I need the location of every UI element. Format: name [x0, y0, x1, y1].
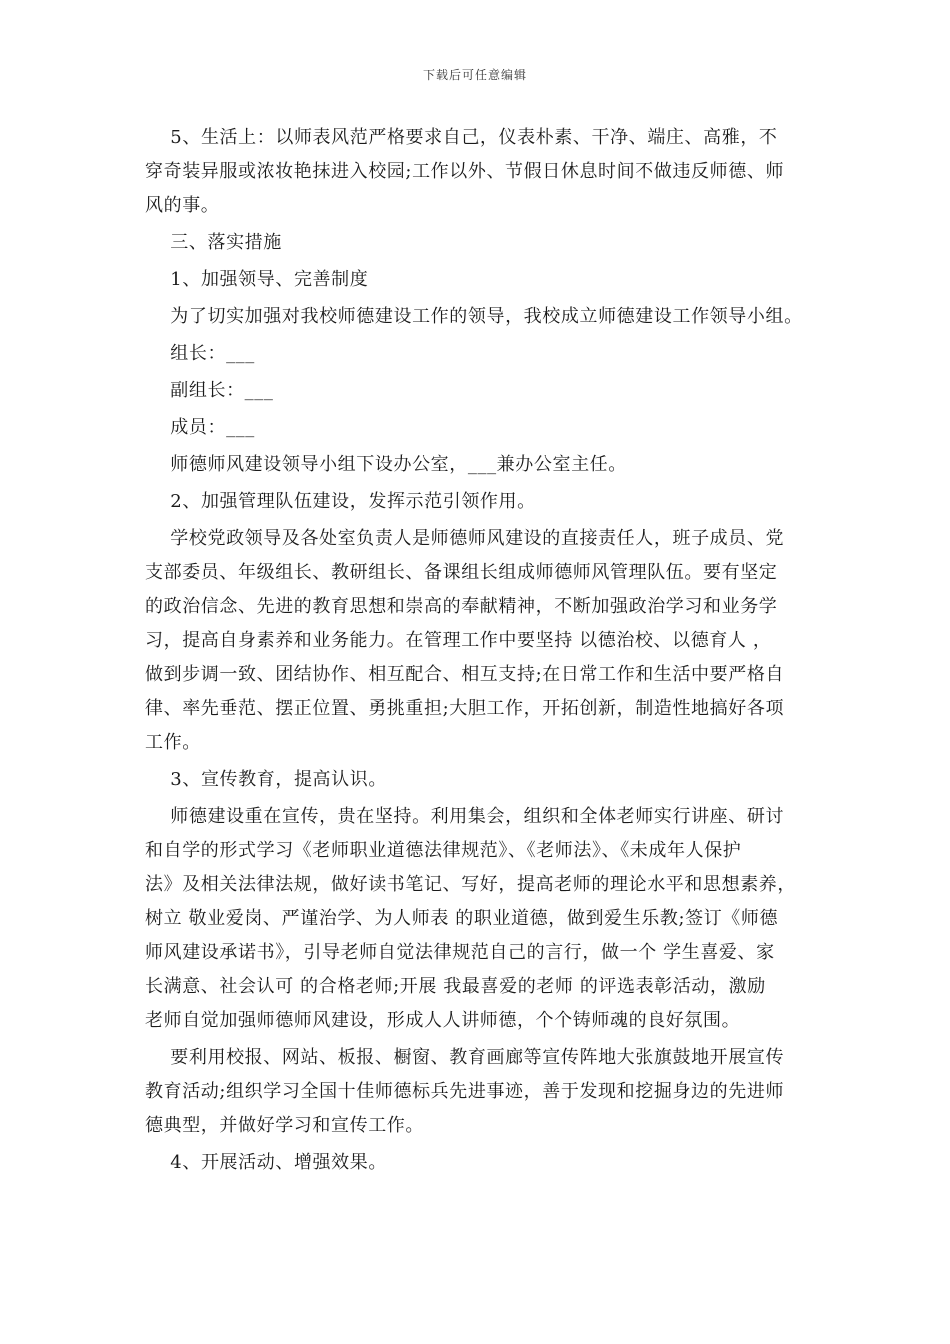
text-line: 学校党政领导及各处室负责人是师德师风建设的直接责任人，班子成员、党	[145, 528, 785, 549]
paragraph	[145, 411, 825, 445]
paragraph	[145, 226, 825, 260]
text-line: 教育活动;组织学习全国十佳师德标兵先进事迹，善于发现和挖掘身边的先进师	[145, 1081, 785, 1102]
page-header: 下载后可任意编辑	[422, 68, 527, 82]
paragraph	[145, 374, 825, 408]
text-line: 1、加强领导、完善制度	[145, 269, 369, 290]
text-line: 组长：___	[145, 343, 255, 364]
text-line: 德典型，并做好学习和宣传工作。	[145, 1115, 424, 1136]
text-line: 老师自觉加强师德师风建设，形成人人讲师德，个个铸师魂的良好氛围。	[145, 1010, 741, 1031]
text-line: 要利用校报、网站、板报、橱窗、教育画廊等宣传阵地大张旗鼓地开展宣传	[145, 1047, 785, 1068]
paragraph	[145, 337, 825, 371]
text-line: 5、生活上：以师表风范严格要求自己，仪表朴素、干净、端庄、高雅，不	[145, 127, 778, 148]
paragraph	[145, 1146, 825, 1180]
paragraph	[145, 121, 825, 223]
text-line: 支部委员、年级组长、教研组长、备课组长组成师德师风管理队伍。要有坚定	[145, 562, 778, 583]
text-line: 树立 敬业爱岗、严谨治学、为人师表 的职业道德，做到爱生乐教;签订《师德	[145, 908, 779, 929]
paragraph	[145, 448, 825, 482]
paragraph	[145, 1041, 825, 1143]
text-line: 副组长：___	[145, 380, 274, 401]
text-line: 习，提高自身素养和业务能力。在管理工作中要坚持 以德治校、以德育人 ，	[145, 630, 772, 651]
text-line: 3、宣传教育，提高认识。	[145, 769, 387, 790]
document-body	[145, 121, 825, 1183]
text-line: 2、加强管理队伍建设，发挥示范引领作用。	[145, 491, 536, 512]
text-line: 穿奇装异服或浓妆艳抹进入校园;工作以外、节假日休息时间不做违反师德、师	[145, 161, 785, 182]
paragraph-spacer	[145, 1180, 825, 1183]
text-line: 做到步调一致、团结协作、相互配合、相互支持;在日常工作和生活中要严格自	[145, 664, 785, 685]
paragraph	[145, 485, 825, 519]
text-line: 律、率先垂范、摆正位置、勇挑重担;大胆工作，开拓创新，制造性地搞好各项	[145, 698, 785, 719]
paragraph	[145, 800, 825, 1038]
text-line: 工作。	[145, 732, 201, 753]
paragraph	[145, 522, 825, 760]
text-line: 师德师风建设领导小组下设办公室，___兼办公室主任。	[145, 454, 627, 475]
text-line: 和自学的形式学习《老师职业道德法律规范》、《老师法》、《未成年人保护	[145, 840, 742, 861]
text-line: 风的事。	[145, 195, 220, 216]
text-line: 三、落实措施	[145, 232, 282, 253]
text-line: 的政治信念、先进的教育思想和崇高的奉献精神，不断加强政治学习和业务学	[145, 596, 778, 617]
paragraph	[145, 300, 825, 334]
text-line: 长满意、社会认可 的合格老师;开展 我最喜爱的老师 的评选表彰活动，激励	[145, 976, 766, 997]
text-line: 为了切实加强对我校师德建设工作的领导，我校成立师德建设工作领导小组。	[145, 306, 803, 327]
text-line: 师风建设承诺书》，引导老师自觉法律规范自己的言行，做一个 学生喜爱、家	[145, 942, 775, 963]
paragraph	[145, 263, 825, 297]
text-line: 成员：___	[145, 417, 255, 438]
text-line: 4、开展活动、增强效果。	[145, 1152, 387, 1173]
paragraph	[145, 763, 825, 797]
text-line: 法》及相关法律法规，做好读书笔记、写好，提高老师的理论水平和思想素养，	[145, 874, 796, 895]
text-line: 师德建设重在宣传，贵在坚持。利用集会，组织和全体老师实行讲座、研讨	[145, 806, 785, 827]
